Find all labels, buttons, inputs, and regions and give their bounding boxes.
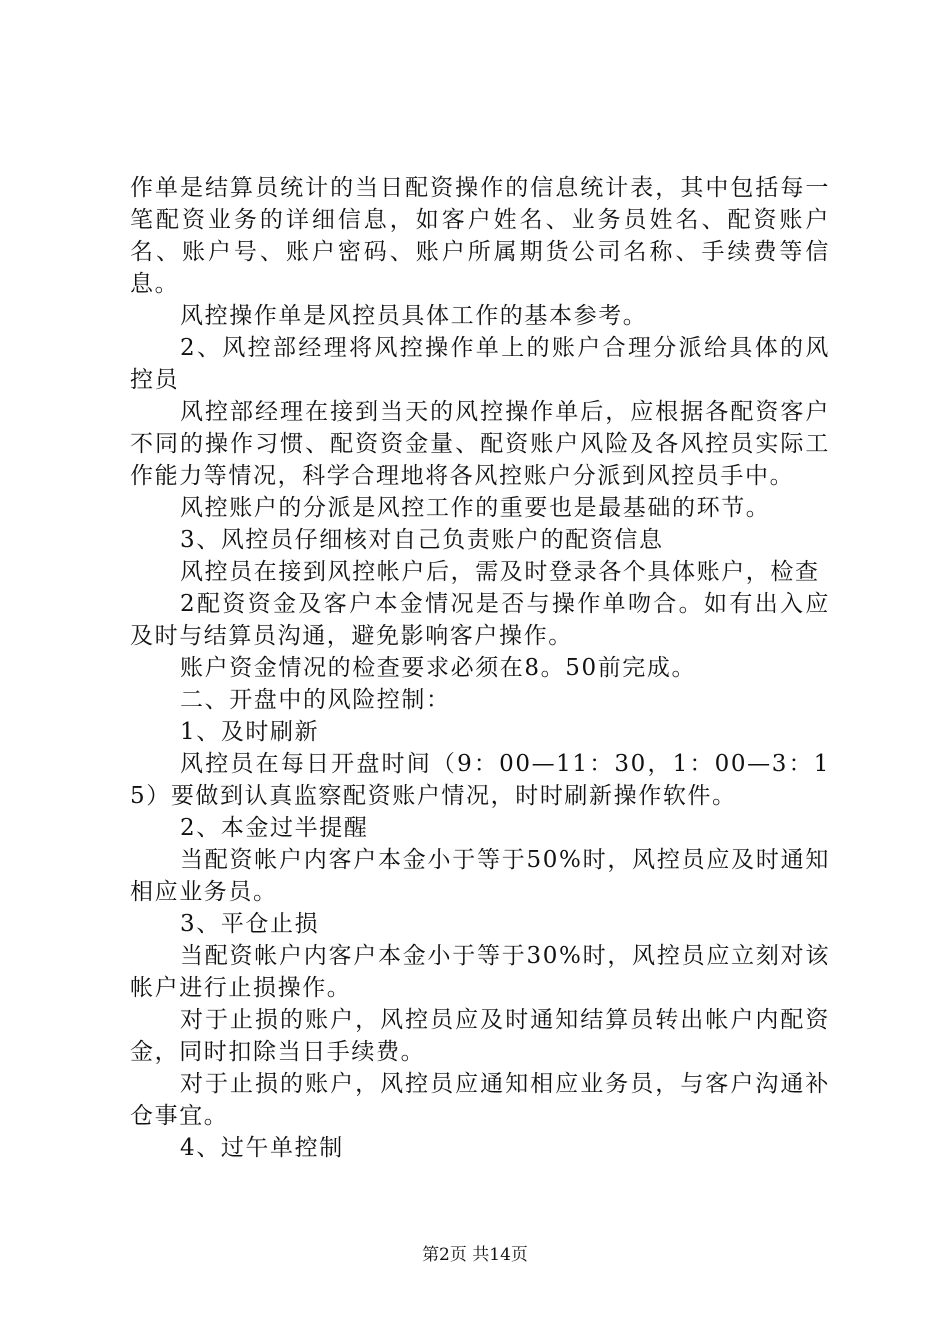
section-heading: 3、风控员仔细核对自己负责账户的配资信息 bbox=[180, 527, 664, 553]
paragraph: 风控操作单是风控员具体工作的基本参考。 bbox=[180, 303, 648, 329]
paragraph: 账户资金情况的检查要求必须在8。50前完成。 bbox=[180, 655, 697, 681]
paragraph: 作单是结算员统计的当日配资操作的信息统计表，其中包括每一笔配资业务的详细信息，如客户姓名、业务员姓名、配资账户名、账户号、账户密码、账户所属期货公司名称、手续费等信息。 bbox=[130, 175, 830, 297]
paragraph: 风控员在接到风控帐户后，需及时登录各个具体账户，检查 bbox=[180, 559, 820, 585]
paragraph: 风控账户的分派是风控工作的重要也是最基础的环节。 bbox=[180, 495, 771, 521]
paragraph: 当配资帐户内客户本金小于等于50%时，风控员应及时通知相应业务员。 bbox=[130, 847, 830, 905]
paragraph: 风控部经理在接到当天的风控操作单后，应根据各配资客户不同的操作习惯、配资资金量、配资账户风险及各风控员实际工作能力等情况，科学合理地将各风控账户分派到风控员手中。 bbox=[130, 399, 830, 489]
paragraph: 2配资资金及客户本金情况是否与操作单吻合。如有出入应及时与结算员沟通，避免影响客户操作。 bbox=[130, 591, 830, 649]
document-body bbox=[130, 172, 830, 1164]
page-number-footer: 第2页 共14页 bbox=[422, 1245, 528, 1265]
section-heading: 1、及时刷新 bbox=[180, 719, 320, 745]
section-heading: 二、开盘中的风险控制： bbox=[180, 687, 451, 713]
paragraph: 对于止损的账户，风控员应通知相应业务员，与客户沟通补仓事宜。 bbox=[130, 1071, 830, 1129]
section-heading: 2、风控部经理将风控操作单上的账户合理分派给具体的风控员 bbox=[130, 335, 830, 393]
paragraph: 风控员在每日开盘时间（9：00—11：30，1：00—3：15）要做到认真监察配资账户情况，时时刷新操作软件。 bbox=[130, 751, 830, 809]
section-heading: 4、过午单控制 bbox=[180, 1135, 344, 1161]
section-heading: 3、平仓止损 bbox=[180, 911, 320, 937]
paragraph: 当配资帐户内客户本金小于等于30%时，风控员应立刻对该帐户进行止损操作。 bbox=[130, 943, 830, 1001]
paragraph: 对于止损的账户，风控员应及时通知结算员转出帐户内配资金，同时扣除当日手续费。 bbox=[130, 1007, 830, 1065]
section-heading: 2、本金过半提醒 bbox=[180, 815, 369, 841]
